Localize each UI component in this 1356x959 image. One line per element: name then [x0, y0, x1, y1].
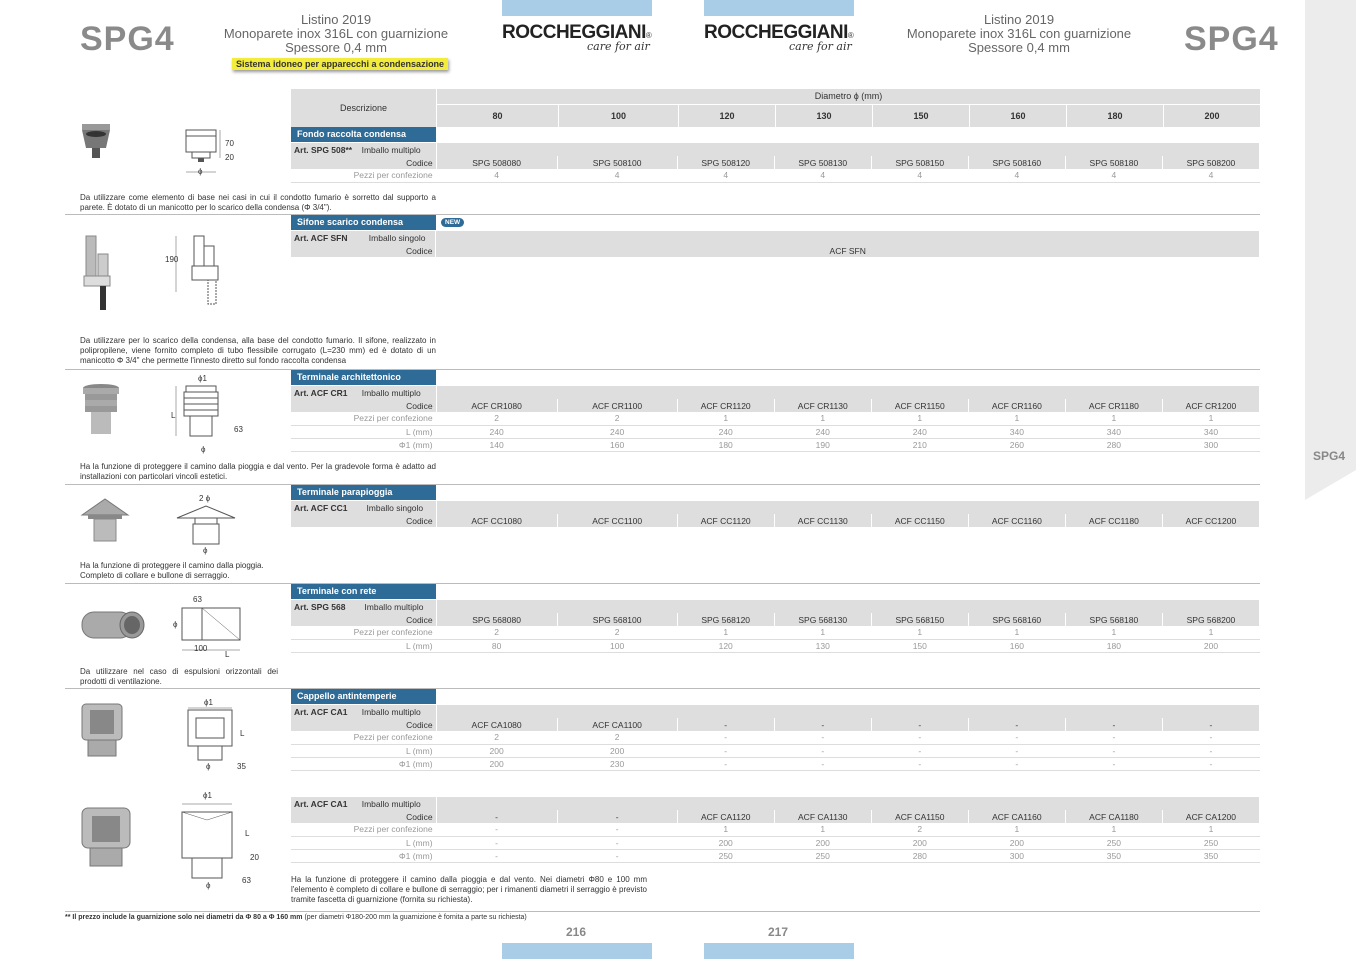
cr1-phi-4: 210	[871, 438, 968, 451]
rete-l-7: 200	[1162, 639, 1259, 652]
brand-name: ROCCHEGGIANI	[502, 22, 646, 43]
rete-pezzi-0: 2	[436, 626, 557, 639]
fondo-code-3: SPG 508130	[774, 156, 871, 169]
cr1-code-1: ACF CR1100	[557, 399, 677, 412]
sifone-dim-190: 190	[165, 255, 179, 264]
ca1b-dim-20: 20	[250, 853, 259, 862]
fondo-pezzi-2: 4	[677, 169, 774, 182]
divider-5	[65, 688, 1260, 689]
cr1-code-6: ACF CR1180	[1065, 399, 1162, 412]
diameter-130: 130	[776, 105, 872, 127]
rete-code-6: SPG 568180	[1065, 613, 1162, 626]
cr1-technical-drawing	[168, 380, 238, 450]
cr1-product-image	[80, 382, 122, 438]
brand-logo-left	[502, 22, 652, 53]
fondo-code-6: SPG 508180	[1065, 156, 1162, 169]
ca1a-phi-7: -	[1162, 757, 1259, 770]
ca1b-phi-6: 350	[1065, 849, 1162, 862]
ca1a-code-4: -	[871, 718, 968, 731]
diameter-100: 100	[559, 105, 678, 127]
rete-l-0: 80	[436, 639, 557, 652]
ca1b-phi-2: 250	[677, 849, 774, 862]
fondo-art	[291, 143, 436, 156]
cr1-code-7: ACF CR1200	[1162, 399, 1259, 412]
cc1-code-5: ACF CC1160	[968, 514, 1065, 527]
rete-l-label: L (mm)	[291, 639, 436, 652]
fondo-dim-phi: ϕ	[198, 167, 203, 176]
rete-product-image	[80, 608, 148, 642]
side-tab-corner	[1305, 470, 1356, 500]
ca1a-code-6: -	[1065, 718, 1162, 731]
ca1b-code-4: ACF CA1150	[871, 810, 968, 823]
ca1a-pezzi-2: -	[677, 731, 774, 744]
ca1a-section-title: Cappello antintemperie	[291, 689, 436, 704]
ca1b-dim-phi1: ϕ1	[203, 791, 212, 800]
sifone-art	[291, 231, 436, 244]
cc1-section-title: Terminale parapioggia	[291, 485, 436, 500]
cc1-product-image	[80, 497, 130, 545]
divider-6	[65, 911, 1260, 912]
cr1-phi-3: 190	[774, 438, 871, 451]
thickness-right: Spessore 0,4 mm	[968, 40, 1070, 55]
ca1a-codice-label: Codice	[291, 718, 436, 731]
ca1a-dim-phi1: ϕ1	[204, 698, 213, 707]
ca1a-l-1: 200	[557, 744, 677, 757]
fondo-art-text: Art. SPG 508**	[294, 144, 353, 155]
ca1b-pezzi-3: 1	[774, 823, 871, 836]
cc1-code-1: ACF CC1100	[557, 514, 677, 527]
cr1-table	[291, 386, 1260, 452]
cr1-code-4: ACF CR1150	[871, 399, 968, 412]
rete-art-spacer	[436, 600, 1259, 613]
product-line-right: Monoparete inox 316L con guarnizione	[906, 26, 1132, 41]
sifone-art-text: Art. ACF SFN	[294, 232, 348, 243]
rete-pezzi-1: 2	[557, 626, 677, 639]
cr1-phi-6: 280	[1065, 438, 1162, 451]
brand-reg-right: ®	[847, 31, 854, 40]
ca1a-l-label: L (mm)	[291, 744, 436, 757]
ca1b-pezzi-1: -	[557, 823, 677, 836]
sifone-art-spacer	[436, 231, 1260, 244]
brand-logo-right	[704, 22, 854, 53]
ca1a-dim-l: L	[240, 729, 245, 738]
ca1a-l-2: -	[677, 744, 774, 757]
fondo-pezzi-label: Pezzi per confezione	[291, 169, 436, 182]
ca1a-pezzi-4: -	[871, 731, 968, 744]
rete-description: Da utilizzare nel caso di espulsioni orizzontali dei prodotti di ventilazione.	[80, 667, 278, 686]
right-header-text	[889, 13, 1149, 55]
ca1b-pezzi-5: 1	[968, 823, 1065, 836]
rete-section-title: Terminale con rete	[291, 584, 436, 599]
ca1b-table	[291, 797, 1260, 863]
new-badge: NEW	[441, 218, 464, 227]
rete-l-4: 150	[871, 639, 968, 652]
fondo-pezzi-3: 4	[774, 169, 871, 182]
ca1a-phi-label: Φ1 (mm)	[291, 757, 436, 770]
ca1a-art-text: Art. ACF CA1	[294, 706, 348, 717]
bottom-tab-right	[704, 943, 854, 959]
cc1-code-7: ACF CC1200	[1162, 514, 1259, 527]
diameter-row	[437, 105, 1260, 127]
descrizione-header: Descrizione	[291, 89, 436, 127]
cc1-dim-2phi: 2 ϕ	[199, 494, 211, 503]
cc1-art	[291, 501, 436, 514]
rete-code-2: SPG 568120	[677, 613, 774, 626]
cr1-pezzi-1: 2	[557, 412, 677, 425]
diameter-180: 180	[1067, 105, 1163, 127]
footnote-bold: ** Il prezzo include la guarnizione solo nei diametri da Φ 80 a Φ 160 mm	[65, 914, 303, 921]
ca1b-dim-phi: ϕ	[206, 881, 211, 890]
rete-code-7: SPG 568200	[1162, 613, 1259, 626]
fondo-pezzi-5: 4	[968, 169, 1065, 182]
left-header-text	[206, 13, 466, 55]
diameter-160: 160	[970, 105, 1066, 127]
ca1b-dim-63: 63	[242, 876, 251, 885]
ca1b-phi-label: Φ1 (mm)	[291, 849, 436, 862]
ca1b-pezzi-0: -	[436, 823, 557, 836]
ca1a-phi-6: -	[1065, 757, 1162, 770]
fondo-codice-label: Codice	[291, 156, 436, 169]
cr1-phi-7: 300	[1162, 438, 1259, 451]
cr1-phi-0: 140	[436, 438, 557, 451]
cc1-code-0: ACF CC1080	[436, 514, 557, 527]
cr1-code-2: ACF CR1120	[677, 399, 774, 412]
cr1-pezzi-4: 1	[871, 412, 968, 425]
fondo-dim-20: 20	[225, 153, 234, 162]
fondo-product-image	[80, 122, 112, 166]
rete-code-5: SPG 568160	[968, 613, 1065, 626]
rete-codice-label: Codice	[291, 613, 436, 626]
cc1-description: Ha la funzione di proteggere il camino dalla pioggia. Completo di collare e bullone di serraggio.	[80, 561, 264, 580]
brand-reg: ®	[645, 31, 652, 40]
brand-tagline-right: care for air	[789, 40, 852, 53]
ca1b-imballo: Imballo multiplo	[361, 798, 421, 809]
fondo-pezzi-6: 4	[1065, 169, 1162, 182]
ca1a-l-0: 200	[436, 744, 557, 757]
ca1a-phi-2: -	[677, 757, 774, 770]
cr1-pezzi-6: 1	[1065, 412, 1162, 425]
cr1-l-0: 240	[436, 425, 557, 438]
fondo-code-0: SPG 508080	[436, 156, 557, 169]
ca1b-code-2: ACF CA1120	[677, 810, 774, 823]
footnote	[65, 914, 527, 921]
sifone-technical-drawing	[168, 232, 224, 308]
cr1-l-5: 340	[968, 425, 1065, 438]
fondo-pezzi-4: 4	[871, 169, 968, 182]
cr1-l-7: 340	[1162, 425, 1259, 438]
cr1-imballo: Imballo multiplo	[361, 387, 421, 398]
cc1-code-3: ACF CC1130	[774, 514, 871, 527]
cr1-pezzi-2: 1	[677, 412, 774, 425]
cr1-phi-label: Φ1 (mm)	[291, 438, 436, 451]
rete-l-1: 100	[557, 639, 677, 652]
ca1a-product-image	[80, 702, 124, 760]
cr1-dim-phi1: ϕ1	[198, 374, 207, 383]
cr1-phi-1: 160	[557, 438, 677, 451]
rete-l-2: 120	[677, 639, 774, 652]
cr1-pezzi-label: Pezzi per confezione	[291, 412, 436, 425]
bottom-tab-left	[502, 943, 652, 959]
ca1a-art	[291, 705, 436, 718]
cr1-codice-label: Codice	[291, 399, 436, 412]
ca1a-pezzi-6: -	[1065, 731, 1162, 744]
ca1a-pezzi-1: 2	[557, 731, 677, 744]
ca1b-phi-0: -	[436, 849, 557, 862]
diameter-80: 80	[437, 105, 558, 127]
ca1a-l-3: -	[774, 744, 871, 757]
ca1-description: Ha la funzione di proteggere il camino dalla pioggia e dal vento. Nei diametri Φ80 e 100 mm l'elemento è completo di collare e bullone di serraggio; per i rimanenti diametri il serraggio è previsto tramite fascetta di guarnizione (fornita su richiesta).	[291, 875, 647, 904]
cr1-code-3: ACF CR1130	[774, 399, 871, 412]
cr1-art-spacer	[436, 386, 1259, 399]
ca1a-phi-0: 200	[436, 757, 557, 770]
ca1b-codice-label: Codice	[291, 810, 436, 823]
ca1b-code-5: ACF CA1160	[968, 810, 1065, 823]
ca1b-phi-7: 350	[1162, 849, 1259, 862]
footnote-rest: (per diametri Φ180-200 mm la guarnizione è fornita a parte su richiesta)	[302, 914, 527, 921]
ca1a-art-spacer	[436, 705, 1259, 718]
ca1a-pezzi-7: -	[1162, 731, 1259, 744]
cc1-code-6: ACF CC1180	[1065, 514, 1162, 527]
fondo-description: Da utilizzare come elemento di base nei casi in cui il condotto fumario è sorretto dal supporto a parete. È dotato di un manicotto per lo scarico della condensa (Φ 3/4").	[80, 193, 436, 212]
ca1b-phi-4: 280	[871, 849, 968, 862]
listino-title-right: Listino 2019	[983, 12, 1055, 27]
ca1b-pezzi-4: 2	[871, 823, 968, 836]
rete-l-3: 130	[774, 639, 871, 652]
cr1-pezzi-3: 1	[774, 412, 871, 425]
cc1-imballo: Imballo singolo	[366, 502, 424, 513]
divider-1	[65, 214, 1260, 215]
ca1a-code-7: -	[1162, 718, 1259, 731]
ca1b-technical-drawing	[178, 800, 248, 884]
ca1b-pezzi-label: Pezzi per confezione	[291, 823, 436, 836]
fondo-pezzi-0: 4	[436, 169, 557, 182]
ca1b-l-7: 250	[1162, 836, 1259, 849]
ca1b-art-text: Art. ACF CA1	[294, 798, 348, 809]
cr1-dim-phi: ϕ	[201, 445, 206, 454]
fondo-code-7: SPG 508200	[1162, 156, 1259, 169]
rete-pezzi-3: 1	[774, 626, 871, 639]
cr1-art-text: Art. ACF CR1	[294, 387, 348, 398]
ca1b-dim-l: L	[245, 829, 250, 838]
condensation-badge: Sistema idoneo per apparecchi a condensazione	[232, 58, 448, 70]
ca1a-code-5: -	[968, 718, 1065, 731]
ca1a-code-0: ACF CA1080	[436, 718, 557, 731]
cr1-l-label: L (mm)	[291, 425, 436, 438]
cr1-dim-l: L	[171, 411, 176, 420]
rete-l-6: 180	[1065, 639, 1162, 652]
ca1a-l-7: -	[1162, 744, 1259, 757]
sifone-table	[291, 231, 1260, 257]
rete-code-0: SPG 568080	[436, 613, 557, 626]
ca1b-phi-3: 250	[774, 849, 871, 862]
ca1b-product-image	[80, 806, 132, 870]
ca1b-l-label: L (mm)	[291, 836, 436, 849]
ca1a-l-5: -	[968, 744, 1065, 757]
fondo-code-4: SPG 508150	[871, 156, 968, 169]
side-tab	[1305, 0, 1356, 500]
ca1a-l-4: -	[871, 744, 968, 757]
fondo-code-2: SPG 508120	[677, 156, 774, 169]
ca1a-code-1: ACF CA1100	[557, 718, 677, 731]
rete-pezzi-7: 1	[1162, 626, 1259, 639]
ca1b-code-7: ACF CA1200	[1162, 810, 1259, 823]
fondo-section-title: Fondo raccolta condensa	[291, 127, 436, 142]
ca1b-l-4: 200	[871, 836, 968, 849]
ca1b-l-0: -	[436, 836, 557, 849]
rete-dim-phi: ϕ	[173, 620, 178, 629]
ca1a-phi-1: 230	[557, 757, 677, 770]
fondo-pezzi-1: 4	[557, 169, 677, 182]
ca1a-phi-4: -	[871, 757, 968, 770]
cr1-l-2: 240	[677, 425, 774, 438]
ca1b-l-3: 200	[774, 836, 871, 849]
rete-dim-l: L	[225, 650, 230, 659]
cc1-art-text: Art. ACF CC1	[294, 502, 348, 513]
cr1-dim-63: 63	[234, 425, 243, 434]
page-number-right: 217	[768, 925, 789, 939]
rete-dim-100: 100	[194, 644, 208, 653]
ca1a-pezzi-label: Pezzi per confezione	[291, 731, 436, 744]
cc1-art-spacer	[436, 501, 1259, 514]
ca1b-code-0: -	[436, 810, 557, 823]
ca1b-l-6: 250	[1065, 836, 1162, 849]
rete-code-3: SPG 568130	[774, 613, 871, 626]
cr1-description: Ha la funzione di proteggere il camino dalla pioggia e dal vento. Per la gradevole forma è adatto ad installazioni con particolari vincoli estetici.	[80, 462, 436, 481]
fondo-dim-70: 70	[225, 139, 234, 148]
cr1-pezzi-5: 1	[968, 412, 1065, 425]
rete-code-4: SPG 568150	[871, 613, 968, 626]
cr1-code-0: ACF CR1080	[436, 399, 557, 412]
cr1-l-1: 240	[557, 425, 677, 438]
rete-pezzi-4: 1	[871, 626, 968, 639]
cc1-table	[291, 501, 1260, 527]
cr1-pezzi-0: 2	[436, 412, 557, 425]
ca1b-phi-1: -	[557, 849, 677, 862]
product-line: Monoparete inox 316L con guarnizione	[223, 26, 449, 41]
diameter-200: 200	[1164, 105, 1260, 127]
cr1-section-title: Terminale architettonico	[291, 370, 436, 385]
fondo-imballo: Imballo multiplo	[361, 144, 421, 155]
ca1a-l-6: -	[1065, 744, 1162, 757]
top-tab-left	[502, 0, 652, 16]
ca1b-phi-5: 300	[968, 849, 1065, 862]
brand-tagline: care for air	[587, 40, 650, 53]
fondo-table	[291, 143, 1260, 183]
ca1b-l-5: 200	[968, 836, 1065, 849]
side-tab-label: SPG4	[1313, 449, 1346, 463]
rete-technical-drawing	[170, 600, 248, 656]
ca1b-pezzi-6: 1	[1065, 823, 1162, 836]
divider-4	[65, 583, 1260, 584]
rete-pezzi-5: 1	[968, 626, 1065, 639]
rete-pezzi-2: 1	[677, 626, 774, 639]
ca1a-phi-5: -	[968, 757, 1065, 770]
cr1-pezzi-7: 1	[1162, 412, 1259, 425]
diametro-header: Diametro ϕ (mm)	[437, 89, 1260, 104]
cc1-code-4: ACF CC1150	[871, 514, 968, 527]
fondo-code-1: SPG 508100	[557, 156, 677, 169]
ca1a-pezzi-5: -	[968, 731, 1065, 744]
cr1-l-4: 240	[871, 425, 968, 438]
ca1a-pezzi-0: 2	[436, 731, 557, 744]
cc1-code-2: ACF CC1120	[677, 514, 774, 527]
diameter-150: 150	[873, 105, 969, 127]
left-series-code: SPG4	[80, 20, 175, 58]
top-tab-right	[704, 0, 854, 16]
cc1-dim-phi: ϕ	[203, 546, 208, 555]
ca1a-phi-3: -	[774, 757, 871, 770]
thickness: Spessore 0,4 mm	[285, 40, 387, 55]
fondo-pezzi-7: 4	[1162, 169, 1259, 182]
cr1-phi-5: 260	[968, 438, 1065, 451]
ca1a-code-2: -	[677, 718, 774, 731]
sifone-section-title: Sifone scarico condensa	[291, 215, 436, 230]
divider-2	[65, 369, 1260, 370]
ca1a-dim-35: 35	[237, 762, 246, 771]
ca1b-code-3: ACF CA1130	[774, 810, 871, 823]
ca1b-pezzi-7: 1	[1162, 823, 1259, 836]
rete-pezzi-label: Pezzi per confezione	[291, 626, 436, 639]
ca1a-code-3: -	[774, 718, 871, 731]
cr1-code-5: ACF CR1160	[968, 399, 1065, 412]
fondo-art-spacer	[436, 143, 1259, 156]
listino-title: Listino 2019	[300, 12, 372, 27]
rete-l-5: 160	[968, 639, 1065, 652]
cr1-art	[291, 386, 436, 399]
rete-art	[291, 600, 436, 613]
rete-pezzi-6: 1	[1065, 626, 1162, 639]
rete-imballo: Imballo multiplo	[364, 601, 424, 612]
ca1b-code-1: -	[557, 810, 677, 823]
sifone-description: Da utilizzare per lo scarico della condensa, alla base del condotto fumario. Il sifone, realizzato in polipropilene, viene fornito completo di tubo flessibile corrugato (L=230 mm) ed è dotato di un manicotto Φ 3/4" che permette l'innesto diretto sul fondo raccolta condensa	[80, 336, 436, 365]
fondo-technical-drawing	[184, 128, 240, 176]
rete-dim-63: 63	[193, 595, 202, 604]
ca1a-table	[291, 705, 1260, 771]
ca1b-l-1: -	[557, 836, 677, 849]
brand-name-right: ROCCHEGGIANI	[704, 22, 848, 43]
cr1-l-3: 240	[774, 425, 871, 438]
cr1-phi-2: 180	[677, 438, 774, 451]
sifone-codice-label: Codice	[291, 244, 436, 257]
ca1b-code-6: ACF CA1180	[1065, 810, 1162, 823]
diameter-120: 120	[679, 105, 775, 127]
page-number-left: 216	[566, 925, 587, 939]
fondo-code-5: SPG 508160	[968, 156, 1065, 169]
sifone-product-image	[80, 234, 114, 312]
ca1b-art-spacer	[436, 797, 1259, 810]
cc1-codice-label: Codice	[291, 514, 436, 527]
ca1a-imballo: Imballo multiplo	[361, 706, 421, 717]
ca1b-pezzi-2: 1	[677, 823, 774, 836]
ca1a-pezzi-3: -	[774, 731, 871, 744]
rete-table	[291, 600, 1260, 653]
rete-code-1: SPG 568100	[557, 613, 677, 626]
ca1b-art	[291, 797, 436, 810]
right-series-code: SPG4	[1184, 20, 1279, 58]
cr1-l-6: 340	[1065, 425, 1162, 438]
sifone-imballo: Imballo singolo	[368, 232, 426, 243]
sifone-code: ACF SFN	[436, 244, 1260, 257]
ca1b-l-2: 200	[677, 836, 774, 849]
rete-art-text: Art. SPG 568	[294, 601, 346, 612]
divider-3	[65, 484, 1260, 485]
ca1a-dim-phi: ϕ	[206, 762, 211, 771]
